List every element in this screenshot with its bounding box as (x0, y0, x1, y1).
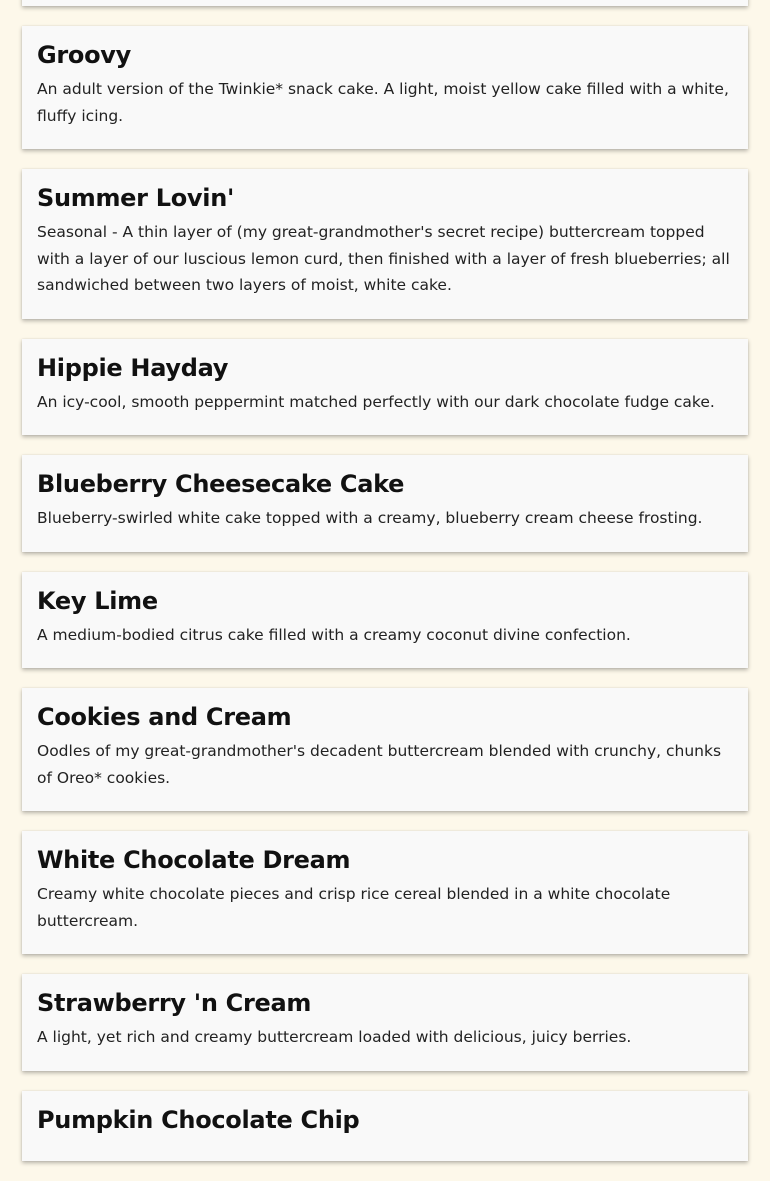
flavor-name: Pumpkin Chocolate Chip (37, 1105, 360, 1134)
flavor-card (22, 339, 748, 436)
flavor-card (22, 974, 748, 1071)
flavor-card-previous (22, 0, 748, 6)
flavor-card (22, 1091, 748, 1161)
flavor-card (22, 26, 748, 149)
flavor-name: Strawberry 'n Cream (37, 989, 312, 1017)
flavor-description: An adult version of the Twinkie* snack cake. A light, moist yellow cake filled with a white, fluffy icing. (37, 80, 729, 125)
flavor-description: A medium-bodied citrus cake filled with a creamy coconut divine confection. (37, 625, 631, 644)
flavor-description: A light, yet rich and creamy buttercream loaded with delicious, juicy berries. (37, 1028, 632, 1046)
flavor-name: Key Lime (37, 586, 158, 615)
flavor-card (22, 455, 748, 552)
flavor-card (22, 831, 748, 954)
flavor-name: Summer Lovin' (37, 184, 235, 212)
flavor-list (22, 0, 748, 1181)
flavor-description: Oodles of my great-grandmother's decadent buttercream blended with crunchy, chunks of Oreo* cookies. (37, 742, 722, 787)
flavor-description: An icy-cool, smooth peppermint matched perfectly with our dark chocolate fudge cake. (37, 392, 715, 411)
flavor-name: Cookies and Cream (37, 703, 292, 731)
flavor-description: Creamy white chocolate pieces and crisp rice cereal blended in a white chocolate buttercream. (37, 885, 671, 930)
flavor-card (22, 169, 748, 319)
flavor-name: Hippie Hayday (37, 353, 229, 382)
flavor-card (22, 572, 748, 669)
flavor-name: White Chocolate Dream (37, 846, 351, 874)
flavor-name: Blueberry Cheesecake Cake (37, 470, 405, 498)
flavor-card (22, 688, 748, 811)
flavor-description: Blueberry-swirled white cake topped with a creamy, blueberry cream cheese frosting. (37, 509, 703, 527)
flavor-name: Groovy (37, 41, 132, 69)
flavor-description: Seasonal - A thin layer of (my great-grandmother's secret recipe) buttercream topped with a layer of our luscious lemon curd, then finished with a layer of fresh blueberries; all sandwiched between two layers of moist, white cake. (37, 223, 730, 294)
